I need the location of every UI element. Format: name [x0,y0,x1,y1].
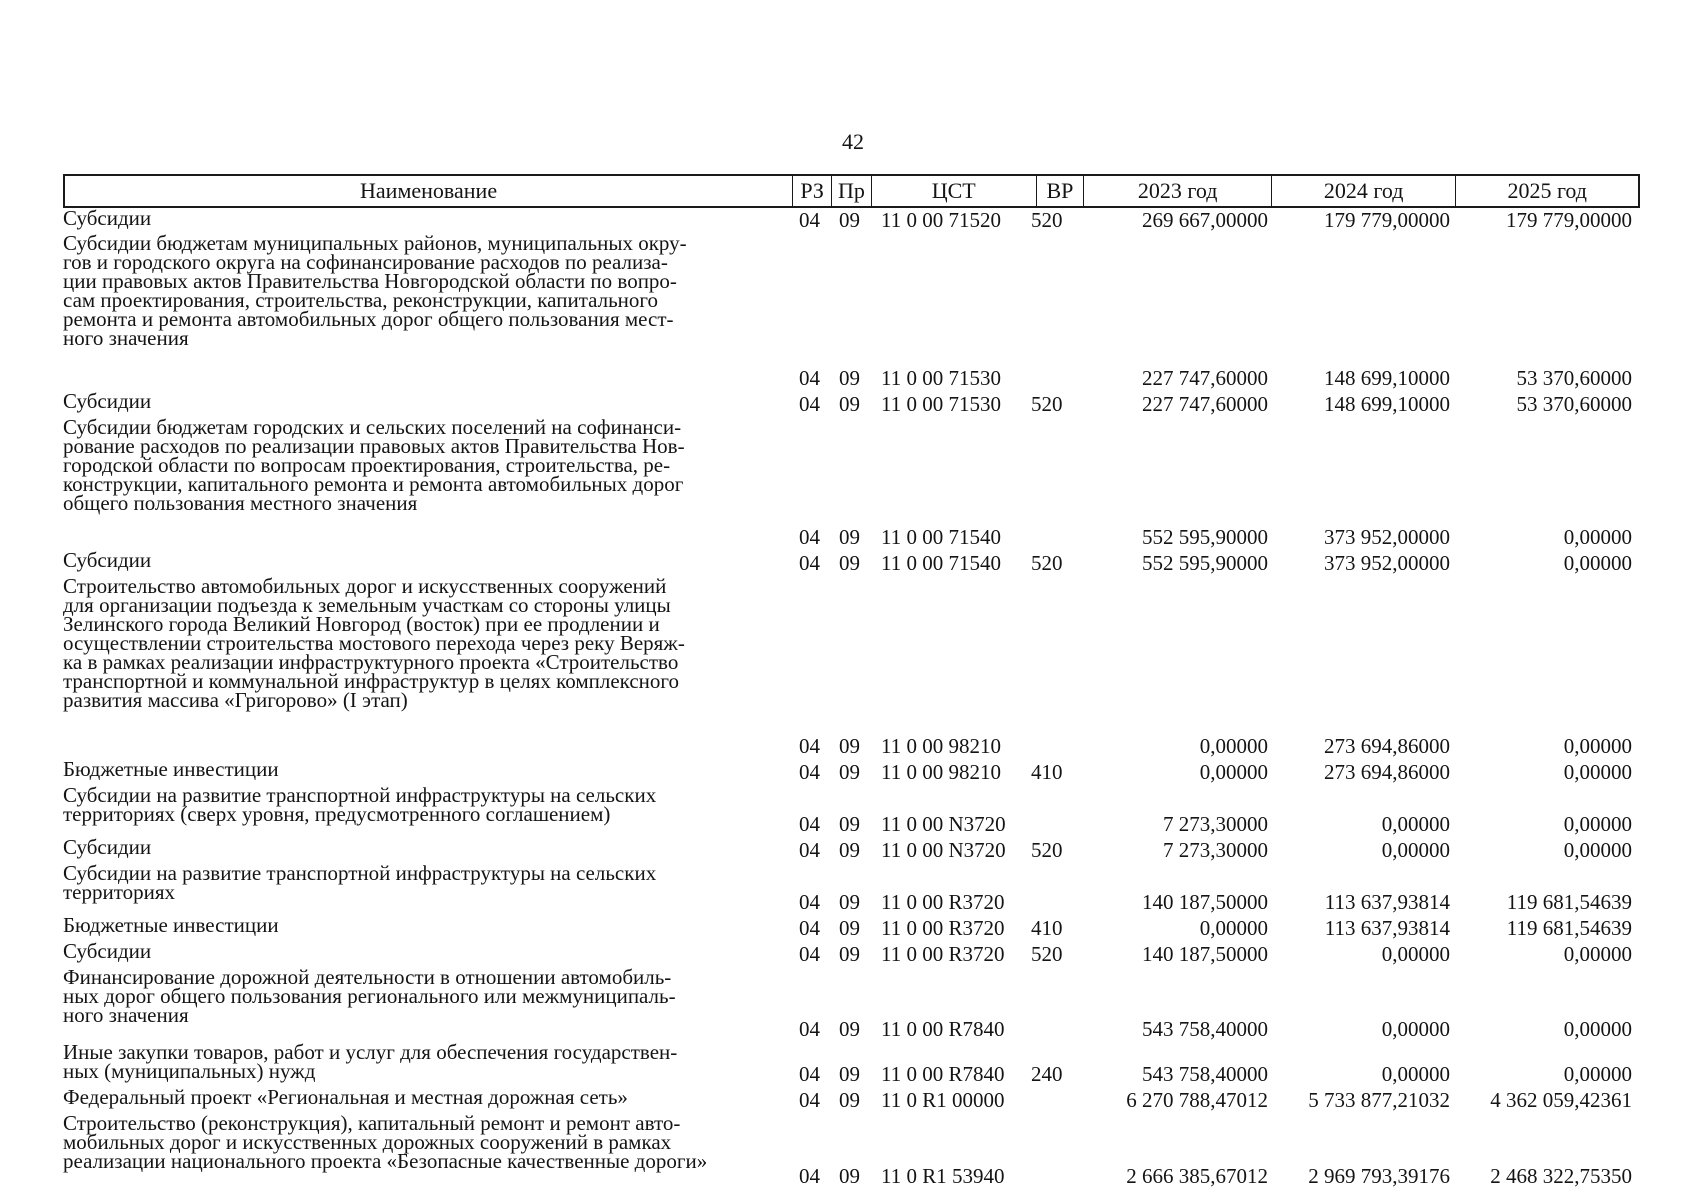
rz-cell: 04 [799,551,820,575]
vr-cell: 240 [1031,1062,1063,1086]
cst-cell: 11 0 00 71530 [881,392,1001,416]
row-values [63,939,1640,967]
vr-cell: 410 [1031,760,1063,784]
cst-cell: 11 0 00 71520 [881,208,1001,232]
amount-2024-cell: 148 699,10000 [1324,392,1450,416]
row-values [63,1085,1640,1113]
row-name-line: Субсидии [63,939,152,963]
row-values [63,1164,1640,1189]
amount-2025-cell: 0,00000 [1563,551,1632,575]
row-name-line: конструкции, капитального ремонта и ремонта автомобильных дорог [63,472,684,496]
pr-cell: 09 [839,1088,860,1112]
header-vr: ВР [1036,176,1084,206]
amount-2025-cell: 4 362 059,42361 [1490,1088,1632,1112]
row-values [63,366,1640,391]
table-row [63,576,1640,759]
amount-2024-cell: 0,00000 [1381,1017,1450,1041]
amount-2023-cell: 0,00000 [1199,916,1268,940]
amount-2024-cell: 0,00000 [1381,812,1450,836]
row-name-line: городской области по вопросам проектирования, строительства, ре- [63,453,671,477]
cst-cell: 11 0 00 71540 [881,551,1001,575]
row-name-line: реализации национального проекта «Безопасные качественные дороги» [63,1149,708,1173]
row-name-line: Бюджетные инвестиции [63,913,279,937]
row-name-line: Строительство автомобильных дорог и искусственных сооружений [63,574,667,598]
rz-cell: 04 [799,942,820,966]
amount-2023-cell: 552 595,90000 [1142,551,1268,575]
pr-cell: 09 [839,1164,860,1188]
pr-cell: 09 [839,551,860,575]
amount-2025-cell: 0,00000 [1563,838,1632,862]
header-rz: РЗ [792,176,831,206]
row-name-line: Субсидии [63,548,152,572]
rz-cell: 04 [799,1088,820,1112]
row-values [63,913,1640,941]
row-name-line: Субсидии [63,835,152,859]
vr-cell: 520 [1031,208,1063,232]
amount-2024-cell: 148 699,10000 [1324,366,1450,390]
header-2024: 2024 год [1271,176,1456,206]
table-row [63,1113,1640,1189]
cst-cell: 11 0 00 R7840 [881,1017,1005,1041]
amount-2025-cell: 0,00000 [1563,1062,1632,1086]
row-values [63,389,1640,417]
table-row [63,391,1640,417]
table-row [63,837,1640,863]
amount-2023-cell: 552 595,90000 [1142,525,1268,549]
row-values [63,1017,1640,1042]
cst-cell: 11 0 00 N3720 [881,812,1006,836]
row-values [63,1059,1640,1087]
table-row [63,915,1640,941]
amount-2024-cell: 2 969 793,39176 [1308,1164,1450,1188]
row-name-line: ка в рамках реализации инфраструктурного проекта «Строительство [63,650,679,674]
cst-cell: 11 0 00 71530 [881,366,1001,390]
amount-2025-cell: 2 468 322,75350 [1490,1164,1632,1188]
pr-cell: 09 [839,734,860,758]
row-name [63,576,788,710]
row-values [63,734,1640,759]
table-header [63,174,1640,208]
budget-table [63,174,1640,1189]
table-row [63,863,1640,915]
amount-2024-cell: 5 733 877,21032 [1308,1088,1450,1112]
pr-cell: 09 [839,760,860,784]
amount-2024-cell: 273 694,86000 [1324,734,1450,758]
row-name-line: ции правовых актов Правительства Новгородской области по вопро- [63,269,677,293]
table-row [63,1042,1640,1087]
row-name-line: ного значения [63,1003,189,1027]
rz-cell: 04 [799,734,820,758]
row-values [63,208,1640,233]
header-pr: Пр [831,176,871,206]
row-name-line: территориях [63,880,176,904]
amount-2025-cell: 53 370,60000 [1516,392,1632,416]
amount-2023-cell: 227 747,60000 [1142,392,1268,416]
rz-cell: 04 [799,916,820,940]
pr-cell: 09 [839,208,860,232]
row-name-line: территориях (сверх уровня, предусмотренного соглашением) [63,802,611,826]
vr-cell: 520 [1031,838,1063,862]
cst-cell: 11 0 00 N3720 [881,838,1006,862]
table-row [63,1087,1640,1113]
row-name-line: Субсидии [63,389,152,413]
table-row [63,785,1640,837]
amount-2024-cell: 373 952,00000 [1324,525,1450,549]
amount-2023-cell: 227 747,60000 [1142,366,1268,390]
pr-cell: 09 [839,392,860,416]
table-body [63,208,1640,1189]
table-row [63,417,1640,550]
rz-cell: 04 [799,1062,820,1086]
amount-2023-cell: 140 187,50000 [1142,942,1268,966]
row-name-line: Субсидии бюджетам городских и сельских поселений на софинанси- [63,415,682,439]
row-name-line: развития массива «Григорово» (I этап) [63,688,408,712]
row-name-line: осуществлении строительства мостового перехода через реку Веряж- [63,631,685,655]
amount-2025-cell: 0,00000 [1563,812,1632,836]
rz-cell: 04 [799,812,820,836]
row-name-line: Бюджетные инвестиции [63,757,279,781]
amount-2025-cell: 0,00000 [1563,760,1632,784]
row-values [63,757,1640,785]
row-name-line: ных дорог общего пользования регионального или межмуниципаль- [63,984,676,1008]
table-row [63,941,1640,967]
rz-cell: 04 [799,392,820,416]
row-values [63,835,1640,863]
amount-2024-cell: 113 637,93814 [1324,916,1450,940]
amount-2023-cell: 7 273,30000 [1163,838,1268,862]
row-name-line: Федеральный проект «Региональная и местная дорожная сеть» [63,1085,628,1109]
cst-cell: 11 0 00 R3720 [881,890,1005,914]
amount-2025-cell: 0,00000 [1563,525,1632,549]
row-name-line: ных (муниципальных) нужд [63,1059,316,1083]
pr-cell: 09 [839,366,860,390]
amount-2023-cell: 543 758,40000 [1142,1017,1268,1041]
row-name-line: Финансирование дорожной деятельности в отношении автомобиль- [63,965,672,989]
cst-cell: 11 0 00 98210 [881,734,1001,758]
cst-cell: 11 0 R1 00000 [881,1088,1005,1112]
amount-2025-cell: 119 681,54639 [1506,890,1632,914]
cst-cell: 11 0 00 R3720 [881,916,1005,940]
pr-cell: 09 [839,1062,860,1086]
cst-cell: 11 0 00 71540 [881,525,1001,549]
page-number: 42 [842,129,864,154]
rz-cell: 04 [799,890,820,914]
table-row [63,967,1640,1042]
pr-cell: 09 [839,838,860,862]
header-name: Наименование [360,178,498,203]
row-name-line: рование расходов по реализации правовых актов Правительства Нов- [63,434,685,458]
amount-2024-cell: 373 952,00000 [1324,551,1450,575]
header-2023: 2023 год [1083,176,1271,206]
vr-cell: 410 [1031,916,1063,940]
cst-cell: 11 0 00 R3720 [881,942,1005,966]
row-name-line: ного значения [63,326,189,350]
amount-2024-cell: 179 779,00000 [1324,208,1450,232]
pr-cell: 09 [839,916,860,940]
cst-cell: 11 0 00 98210 [881,760,1001,784]
amount-2023-cell: 0,00000 [1199,734,1268,758]
row-name-line: ремонта и ремонта автомобильных дорог общего пользования мест- [63,307,674,331]
vr-cell: 520 [1031,942,1063,966]
amount-2023-cell: 6 270 788,47012 [1126,1088,1268,1112]
table-row [63,208,1640,233]
row-values [63,548,1640,576]
row-name-line: Субсидии [63,206,152,230]
header-cst: ЦСТ [871,176,1036,206]
cst-cell: 11 0 R1 53940 [881,1164,1005,1188]
row-name-line: Субсидии бюджетам муниципальных районов, муниципальных окру- [63,231,687,255]
amount-2023-cell: 543 758,40000 [1142,1062,1268,1086]
row-name [63,417,788,513]
amount-2023-cell: 0,00000 [1199,760,1268,784]
row-name-line: для организации подъезда к земельным участкам со стороны улицы [63,593,671,617]
rz-cell: 04 [799,1017,820,1041]
table-row [63,759,1640,785]
vr-cell: 520 [1031,392,1063,416]
rz-cell: 04 [799,760,820,784]
amount-2023-cell: 140 187,50000 [1142,890,1268,914]
row-values [63,890,1640,915]
rz-cell: 04 [799,208,820,232]
amount-2025-cell: 0,00000 [1563,942,1632,966]
row-name-line: Зелинского города Великий Новгород (восток) при ее продлении и [63,612,660,636]
amount-2024-cell: 273 694,86000 [1324,760,1450,784]
pr-cell: 09 [839,525,860,549]
vr-cell: 520 [1031,551,1063,575]
rz-cell: 04 [799,838,820,862]
pr-cell: 09 [839,890,860,914]
pr-cell: 09 [839,1017,860,1041]
row-name-line: Субсидии на развитие транспортной инфраструктуры на сельских [63,861,657,885]
amount-2023-cell: 2 666 385,67012 [1126,1164,1268,1188]
amount-2025-cell: 53 370,60000 [1516,366,1632,390]
table-row [63,233,1640,391]
row-name [63,233,788,348]
amount-2025-cell: 119 681,54639 [1506,916,1632,940]
amount-2025-cell: 0,00000 [1563,734,1632,758]
rz-cell: 04 [799,525,820,549]
amount-2025-cell: 0,00000 [1563,1017,1632,1041]
row-name-line: мобильных дорог и искусственных дорожных сооружений в рамках [63,1130,672,1154]
amount-2024-cell: 0,00000 [1381,942,1450,966]
amount-2023-cell: 7 273,30000 [1163,812,1268,836]
row-values [63,812,1640,837]
rz-cell: 04 [799,366,820,390]
row-name [63,1113,788,1171]
cst-cell: 11 0 00 R7840 [881,1062,1005,1086]
rz-cell: 04 [799,1164,820,1188]
row-name-line: транспортной и коммунальной инфраструктур в целях комплексного [63,669,679,693]
row-name-line: Иные закупки товаров, работ и услуг для обеспечения государствен- [63,1040,678,1064]
table-row [63,550,1640,576]
amount-2025-cell: 179 779,00000 [1506,208,1632,232]
pr-cell: 09 [839,942,860,966]
row-name-line: общего пользования местного значения [63,491,418,515]
row-name-line: сам проектирования, строительства, реконструкции, капитального [63,288,659,312]
row-values [63,525,1640,550]
amount-2024-cell: 0,00000 [1381,1062,1450,1086]
amount-2024-cell: 113 637,93814 [1324,890,1450,914]
amount-2023-cell: 269 667,00000 [1142,208,1268,232]
pr-cell: 09 [839,812,860,836]
header-2025: 2025 год [1455,176,1638,206]
row-name-line: Субсидии на развитие транспортной инфраструктуры на сельских [63,783,657,807]
row-name-line: Строительство (реконструкция), капитальный ремонт и ремонт авто- [63,1111,681,1135]
amount-2024-cell: 0,00000 [1381,838,1450,862]
row-name-line: гов и городского округа на софинансирование расходов по реализа- [63,250,668,274]
